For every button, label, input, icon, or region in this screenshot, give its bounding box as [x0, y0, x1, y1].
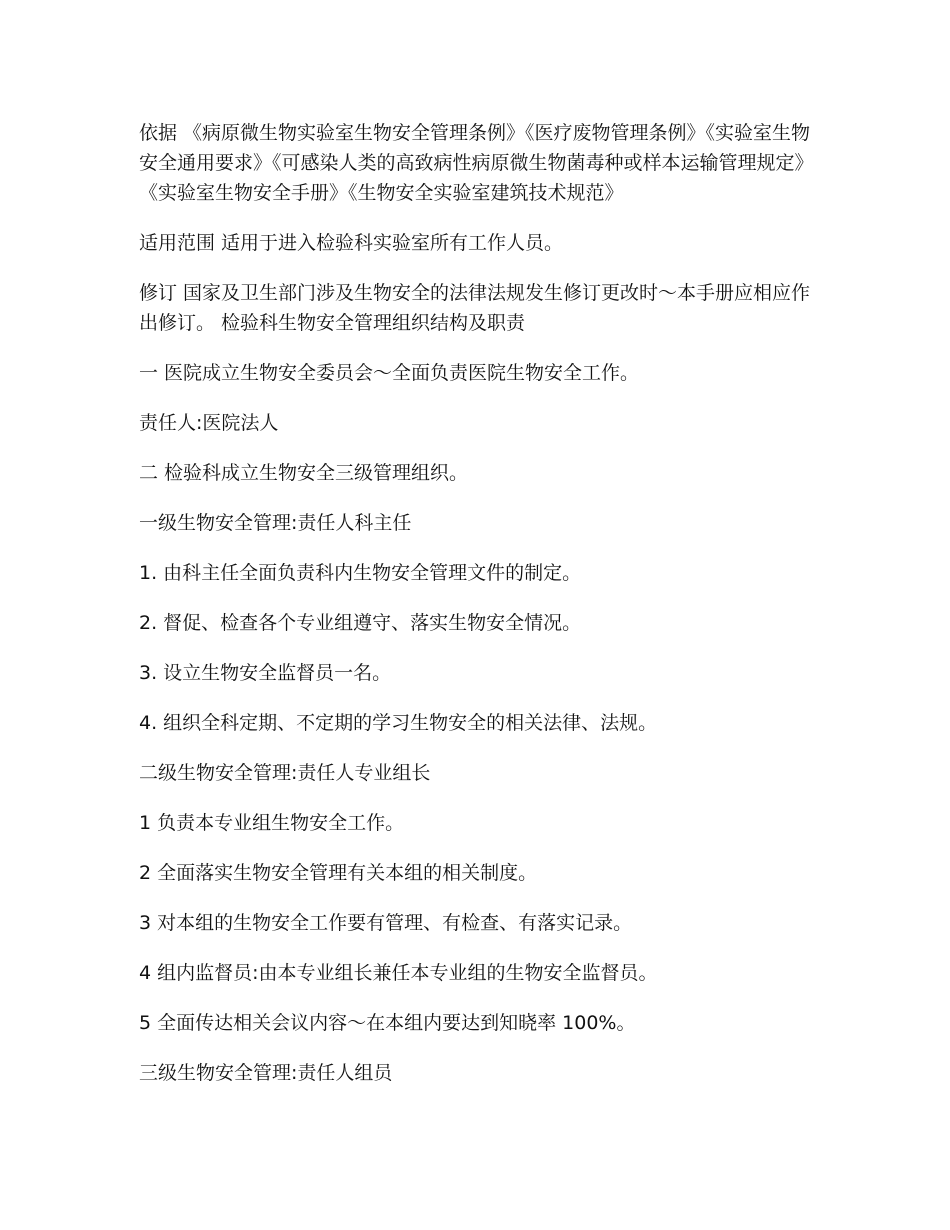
paragraph-section-one: 一 医院成立生物安全委员会～全面负责医院生物安全工作。 [139, 362, 640, 384]
paragraph-responsible-person: 责任人:医院法人 [139, 412, 279, 434]
heading-level-one: 一级生物安全管理:责任人科主任 [139, 512, 412, 534]
list-item: 5 全面传达相关会议内容～在本组内要达到知晓率 100%。 [139, 1012, 636, 1034]
paragraph-scope: 适用范围 适用于进入检验科实验室所有工作人员。 [139, 232, 564, 254]
list-item: 4 组内监督员:由本专业组长兼任本专业组的生物安全监督员。 [139, 962, 658, 984]
list-item: 3. 设立生物安全监督员一名。 [139, 662, 392, 684]
list-item: 3 对本组的生物安全工作要有管理、有检查、有落实记录。 [139, 912, 633, 934]
paragraph-revision: 修订 国家及卫生部门涉及生物安全的法律法规发生修订更改时～本手册应相应作出修订。 检验科生物安全管理组织结构及职责 [139, 282, 811, 334]
paragraph-section-two: 二 检验科成立生物安全三级管理组织。 [139, 462, 469, 484]
list-item: 2 全面落实生物安全管理有关本组的相关制度。 [139, 862, 538, 884]
list-item: 1 负责本专业组生物安全工作。 [139, 812, 405, 834]
list-item: 1. 由科主任全面负责科内生物安全管理文件的制定。 [139, 562, 582, 584]
heading-level-three: 三级生物安全管理:责任人组员 [139, 1062, 393, 1084]
paragraph-basis: 依据 《病原微生物实验室生物安全管理条例》《医疗废物管理条例》《实验室生物安全通用要求》《可感染人类的高致病性病原微生物菌毒种或样本运输管理规定》《实验室生物安全手册》《生物安全实验室建筑技术规范》 [139, 122, 814, 204]
list-item: 4. 组织全科定期、不定期的学习生物安全的相关法律、法规。 [139, 712, 658, 734]
list-item: 2. 督促、检查各个专业组遵守、落实生物安全情况。 [139, 612, 582, 634]
heading-level-two: 二级生物安全管理:责任人专业组长 [139, 762, 431, 784]
